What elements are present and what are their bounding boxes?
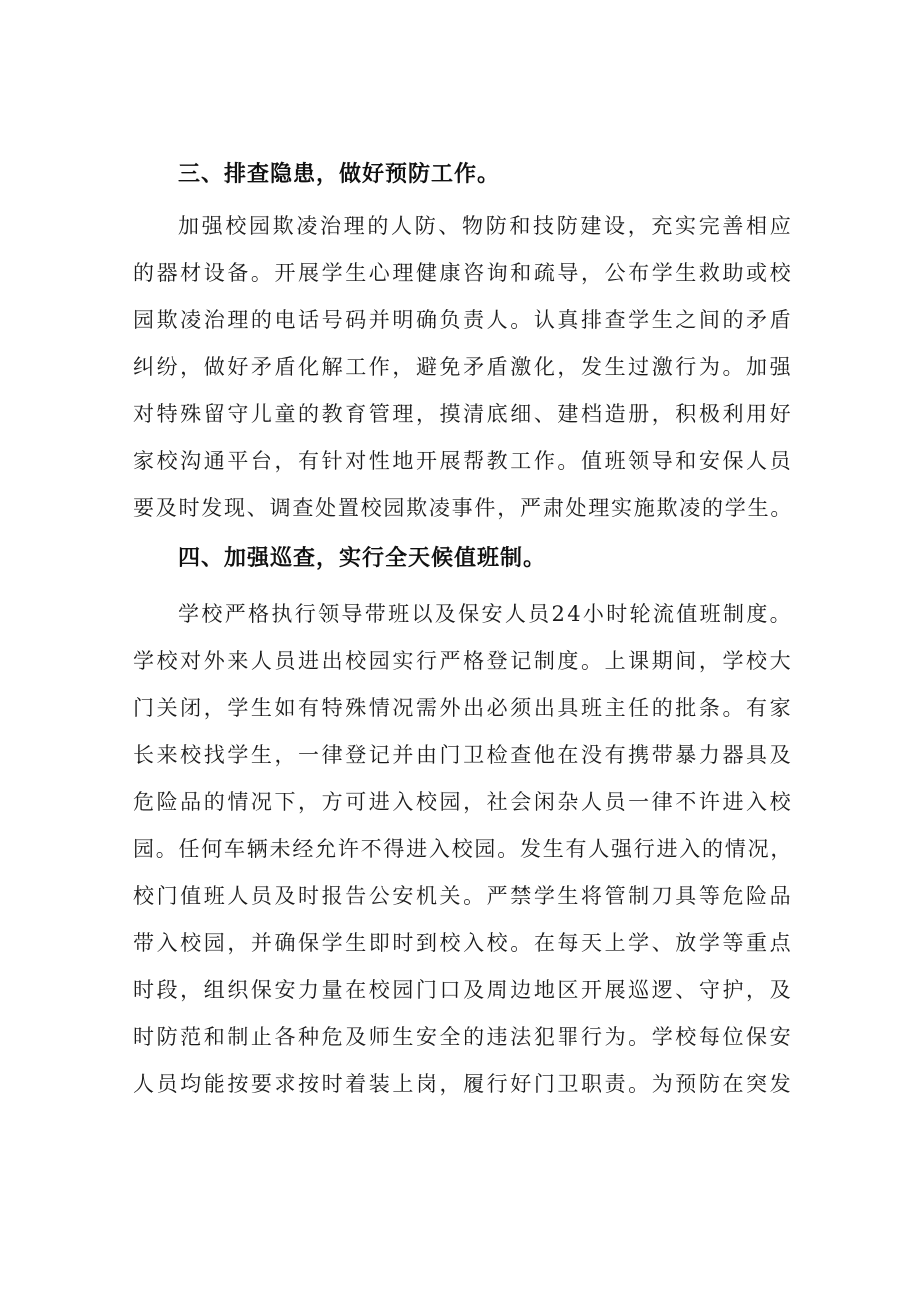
section-4-line-7: 校门值班人员及时报告公安机关。严禁学生将管制刀具等危险品 bbox=[133, 884, 794, 908]
section-4-line-4: 长来校找学生，一律登记并由门卫检查他在没有携带暴力器具及 bbox=[133, 743, 794, 767]
section-3-line-1: 加强校园欺凌治理的人防、物防和技防建设，充实完善相应 bbox=[178, 214, 794, 238]
section-4-line-8: 带入校园，并确保学生即时到校入校。在每天上学、放学等重点 bbox=[133, 931, 794, 955]
section-4-line-1: 学校严格执行领导带班以及保安人员24小时轮流值班制度。 bbox=[178, 602, 794, 626]
section-3-line-3: 园欺凌治理的电话号码并明确负责人。认真排查学生之间的矛盾 bbox=[133, 308, 794, 332]
section-4-line-10: 时防范和制止各种危及师生安全的违法犯罪行为。学校每位保安 bbox=[133, 1025, 794, 1049]
section-3-line-4: 纠纷，做好矛盾化解工作，避免矛盾激化，发生过激行为。加强 bbox=[133, 355, 794, 379]
section-4-line-6: 园。任何车辆未经允许不得进入校园。发生有人强行进入的情况， bbox=[133, 837, 794, 861]
section-3-line-5: 对特殊留守儿童的教育管理，摸清底细、建档造册，积极利用好 bbox=[133, 402, 794, 426]
section-3-line-6: 家校沟通平台，有针对性地开展帮教工作。值班领导和安保人员 bbox=[133, 449, 794, 473]
section-4-line-9: 时段，组织保安力量在校园门口及周边地区开展巡逻、守护，及 bbox=[133, 978, 794, 1002]
section-3-heading: 三、排查隐患，做好预防工作。 bbox=[178, 162, 501, 187]
section-4-line-2: 学校对外来人员进出校园实行严格登记制度。上课期间，学校大 bbox=[133, 649, 794, 673]
section-3-line-2: 的器材设备。开展学生心理健康咨询和疏导，公布学生救助或校 bbox=[133, 261, 794, 285]
section-4-line-5: 危险品的情况下，方可进入校园，社会闲杂人员一律不许进入校 bbox=[133, 790, 794, 814]
section-4-heading: 四、加强巡查，实行全天候值班制。 bbox=[178, 546, 547, 571]
section-3-line-7: 要及时发现、调查处置校园欺凌事件，严肃处理实施欺凌的学生。 bbox=[133, 496, 794, 520]
section-4-line-11: 人员均能按要求按时着装上岗，履行好门卫职责。为预防在突发 bbox=[133, 1072, 794, 1096]
section-4-line-3: 门关闭，学生如有特殊情况需外出必须出具班主任的批条。有家 bbox=[133, 696, 794, 720]
